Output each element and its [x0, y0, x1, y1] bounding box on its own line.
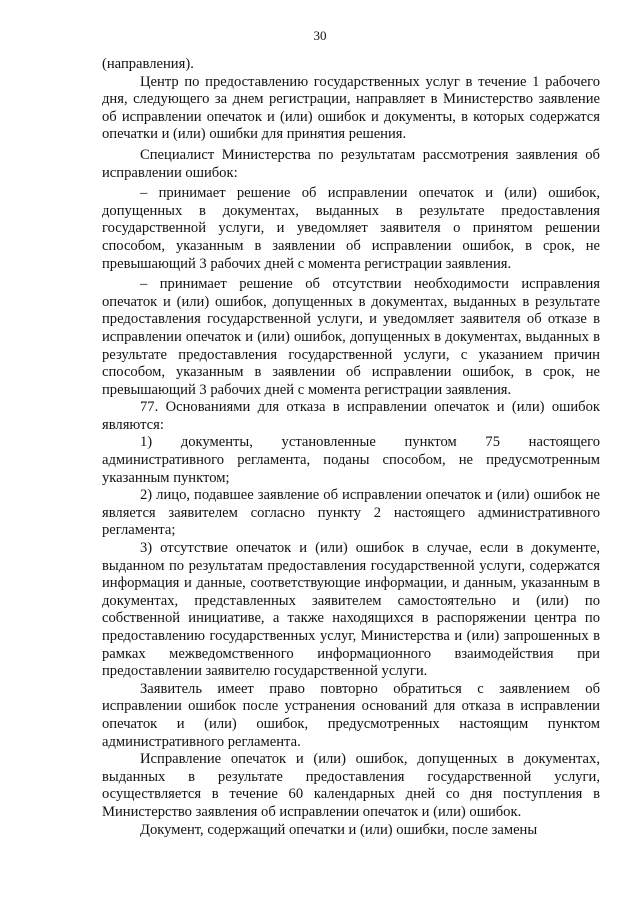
paragraph-ground-3: 3) отсутствие опечаток и (или) ошибок в случае, если в документе, выданном по результатам предоставления государственной услуги, содержатся информация и данные, соответствующие информации, и данным, указанным в документах, представленных заявителем самостоятельно и (или) по собственной инициативе, а также находящихся в распоряжении центра по предоставлению государственных услуг, Министерства и (или) запрошенных в рамках межведомственного информационного взаимодействия при предоставлении заявителю государственной услуги. — [102, 540, 600, 680]
paragraph-decision-correct: – принимает решение об исправлении опечаток и (или) ошибок, допущенных в документах, выданных в результате предоставления государственной услуги, и уведомляет заявителя о принятом решении способом, указанным в заявлении об исправлении ошибок, в срок, не превышающий 3 рабочих дней с момента регистрации заявления. — [102, 185, 600, 272]
paragraph-reapply: Заявитель имеет право повторно обратиться с заявлением об исправлении ошибок после устранения оснований для отказа в исправлении опечаток и (или) ошибок, предусмотренных настоящим пунктом административного регламента. — [102, 680, 600, 750]
paragraph-continuation: (направления). — [102, 56, 194, 72]
page-body — [102, 56, 600, 839]
paragraph-document-replacement: Документ, содержащий опечатки и (или) ошибки, после замены — [140, 821, 538, 838]
paragraph-specialist: Специалист Министерства по результатам рассмотрения заявления об исправлении ошибок: — [102, 146, 600, 181]
paragraph-correction-term: Исправление опечаток и (или) ошибок, допущенных в документах, выданных в результате предоставления государственной услуги, осуществляется в течение 60 календарных дней со дня поступления в Министерство заявления об исправлении опечаток и (или) ошибок. — [102, 751, 600, 820]
paragraph-ground-2: 2) лицо, подавшее заявление об исправлении опечаток и (или) ошибок не является заявителем согласно пункту 2 настоящего административного регламента; — [102, 487, 600, 539]
page-number: 30 — [313, 28, 327, 43]
paragraph-center-procedure: Центр по предоставлению государственных услуг в течение 1 рабочего дня, следующего за днем регистрации, направляет в Министерство заявление об исправлении опечаток и (или) ошибок и документы, в которых содержатся опечатки и (или) ошибки для принятия решения. — [102, 73, 600, 143]
paragraph-ground-1: 1) документы, установленные пунктом 75 настоящего административного регламента, поданы способом, не предусмотренным указанным пунктом; — [102, 434, 600, 486]
paragraph-decision-refuse: – принимает решение об отсутствии необходимости исправления опечаток и (или) ошибок, допущенных в документах, выданных в результате предоставления государственной услуги, и уведомляет заявителя об отказе в исправлении опечаток и (или) ошибок, допущенных в документах, выданных в результате предоставления государственной услуги, с указанием причин способом, указанным в заявлении об исправлении ошибок, в срок, не превышающий 3 рабочих дней с момента регистрации заявления. — [102, 276, 600, 398]
paragraph-77-grounds: 77. Основаниями для отказа в исправлении опечаток и (или) ошибок являются: — [102, 399, 600, 433]
